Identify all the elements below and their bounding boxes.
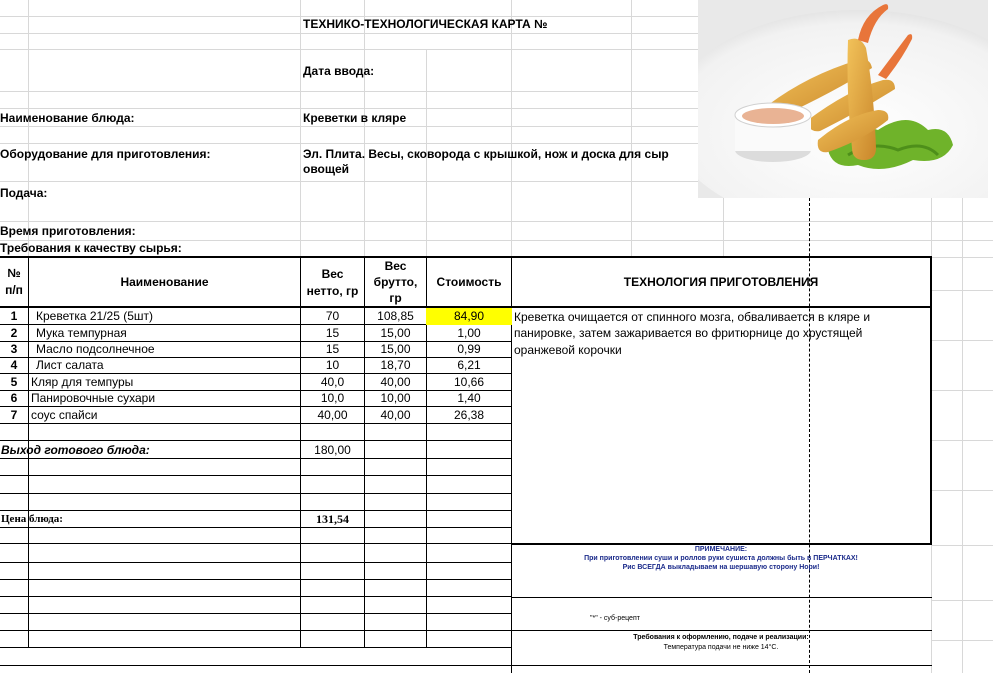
col-header-cost: Стоимость [436,275,502,289]
col-header-num-line2: п/п [5,283,23,297]
row-name: Мука темпурная [36,326,127,340]
requirements-label: Требования к качеству сырья: [0,241,182,255]
note-line1: При приготовлении суши и роллов руки сушиста должны быть в ПЕРЧАТКАХ! [584,555,858,562]
row-gross: 108,85 [377,309,414,323]
equipment-value-line2: овощей [303,162,350,176]
yield-value: 180,00 [314,443,351,457]
page-title: ТЕХНИКО-ТЕХНОЛОГИЧЕСКАЯ КАРТА № [303,17,548,31]
col-header-gross-line1: Вес [384,259,407,273]
note-line2: Рис ВСЕГДА выкладываем на шершавую сторону Нори! [622,564,820,571]
row-num: 1 [10,309,18,323]
row-gross: 40,00 [380,375,411,389]
row-net: 15 [325,326,340,340]
col-header-name: Наименование [120,275,209,289]
col-header-num-line1: № [7,266,21,280]
col-header-gross-line3: гр [389,291,402,305]
row-name: Лист салата [36,358,104,372]
row-name: соус спайси [31,408,98,422]
row-net: 15 [325,342,340,356]
price-value: 131,54 [316,512,349,526]
serving-temperature: Температура подачи не ниже 14°С. [663,644,779,651]
dish-label: Наименование блюда: [0,111,135,125]
technology-text-line3: оранжевой корочки [514,343,622,357]
technology-text-line1: Креветка очищается от спинного мозга, обваливается в кляре и [514,310,871,324]
equipment-value-line1: Эл. Плита. Весы, сковорода с крышкой, нож и доска для сыр [303,147,669,161]
row-net: 10,0 [320,391,345,405]
row-cost: 1,00 [457,326,481,340]
row-num: 3 [10,342,18,356]
row-gross: 15,00 [380,326,411,340]
row-num: 4 [10,358,18,372]
col-header-gross-line2: брутто, [373,275,418,289]
yield-label: Выход готового блюда: [1,443,150,457]
row-num: 7 [10,408,18,422]
row-num: 2 [10,326,18,340]
sub-recipe-note: "*" - суб-рецепт [590,615,640,622]
date-label: Дата ввода: [303,64,375,78]
row-cost: 10,66 [453,375,485,389]
row-net: 40,00 [317,408,348,422]
note-title: ПРИМЕЧАНИЕ: [694,546,748,553]
row-net: 70 [325,309,340,323]
row-gross: 18,70 [380,358,411,372]
col-header-technology: ТЕХНОЛОГИЯ ПРИГОТОВЛЕНИЯ [623,275,819,289]
dish-value: Креветки в кляре [303,111,407,125]
row-cost: 6,21 [457,358,481,372]
row-name: Креветка 21/25 (5шт) [36,309,154,323]
design-requirements: Требования к оформлению, подаче и реализации: [633,634,809,641]
serving-label: Подача: [0,186,48,200]
dish-photo [698,0,988,198]
row-net: 40,0 [320,375,345,389]
row-name: Кляр для темпуры [31,375,134,389]
row-cost: 84,90 [453,309,485,323]
row-name: Масло подсолнечное [36,342,155,356]
row-cost: 26,38 [453,408,485,422]
row-cost: 1,40 [457,391,481,405]
row-gross: 15,00 [380,342,411,356]
row-name: Панировочные сухари [31,391,156,405]
col-header-net-line1: Вес [321,267,344,281]
page-break-line [809,198,810,673]
time-label: Время приготовления: [0,224,136,238]
price-label: Цена блюда: [1,513,63,525]
row-cost: 0,99 [457,342,481,356]
row-net: 10 [325,358,340,372]
row-gross: 40,00 [380,408,411,422]
equipment-label: Оборудование для приготовления: [0,147,211,161]
row-num: 6 [10,391,18,405]
row-num: 5 [10,375,18,389]
technology-text-line2: панировке, затем зажаривается во фритюрнице до хрустящей [514,326,863,340]
col-header-net-line2: нетто, гр [306,284,359,298]
row-gross: 10,00 [380,391,411,405]
